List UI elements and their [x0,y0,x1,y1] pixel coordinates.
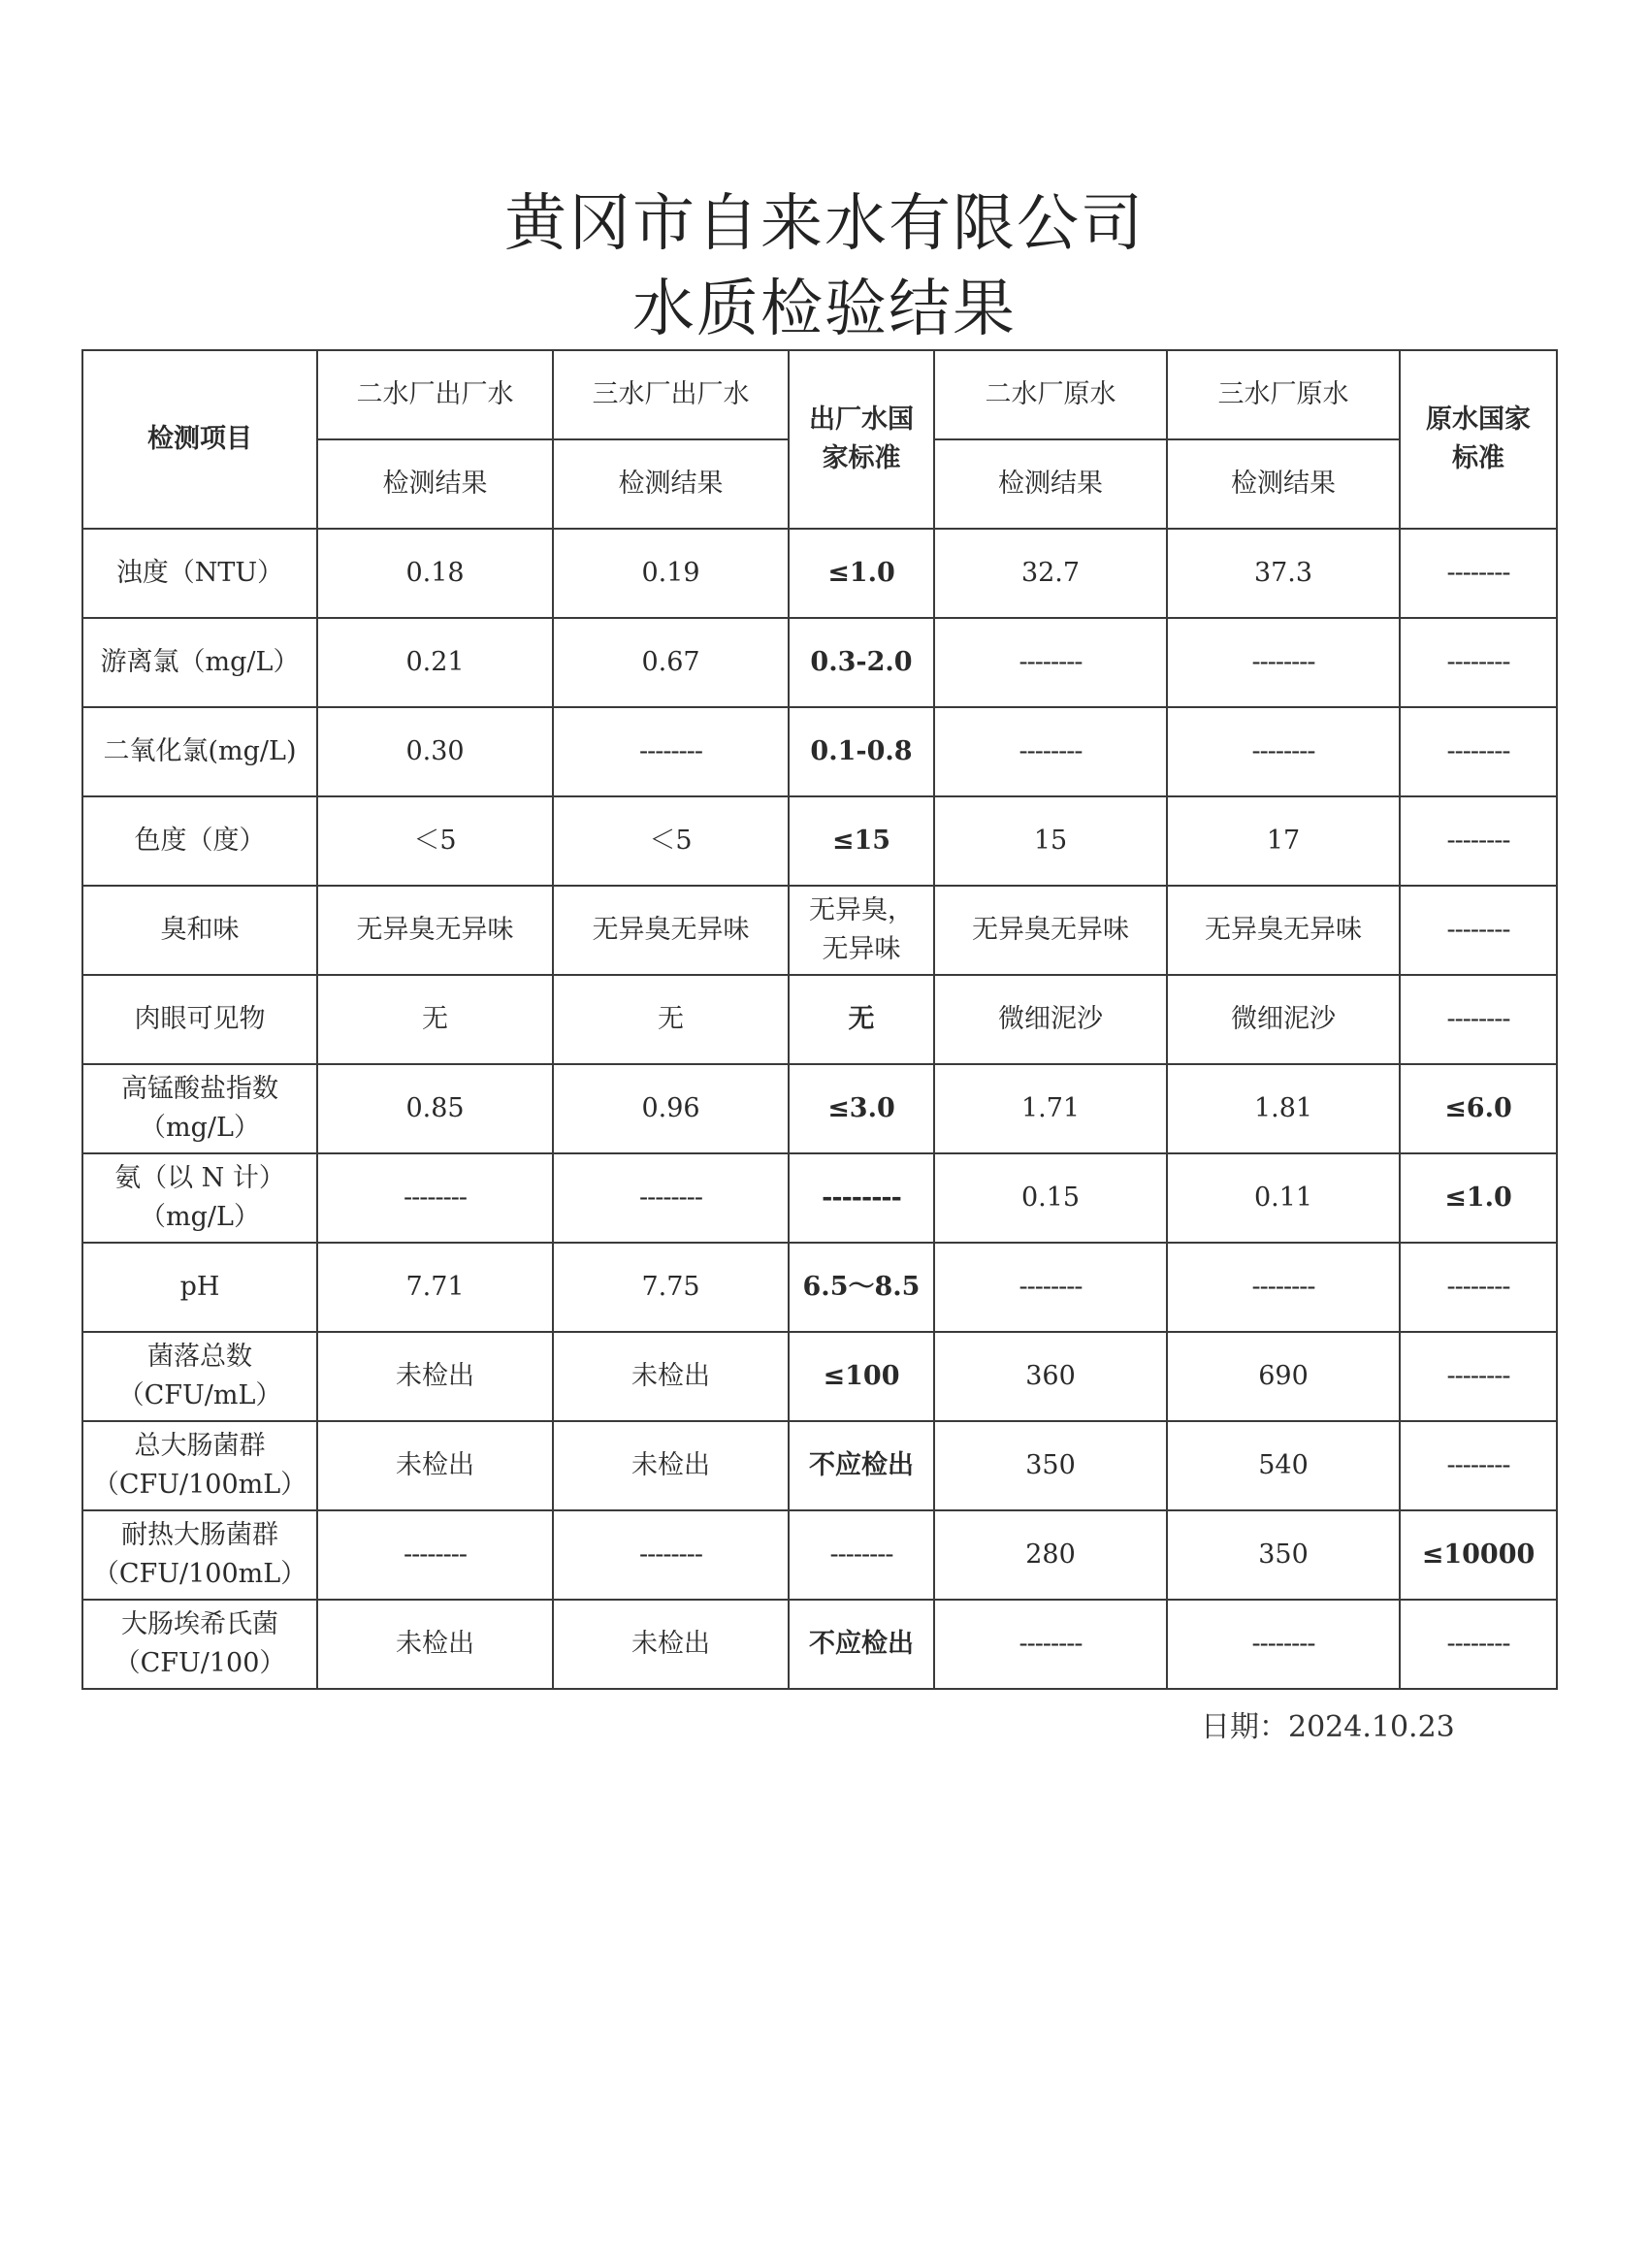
table-row [82,886,1557,975]
cell-std-raw: ≤6.0 [1400,1064,1557,1153]
row-item-line2: （mg/L） [140,1113,260,1143]
cell-plant2-out: 未检出 [317,1332,553,1421]
row-item-label [82,1510,317,1600]
header-std-out-line1: 出厂水国 [809,405,914,435]
row-item-label [82,707,317,796]
cell-std-raw: -------- [1400,618,1557,707]
table-row [82,1332,1557,1421]
report-date [1201,1702,1455,1745]
cell-std-out: -------- [789,1153,934,1243]
cell-plant3-raw: 0.11 [1167,1153,1400,1243]
table-row [82,618,1557,707]
cell-plant2-out: 0.21 [317,618,553,707]
header-col5: 三水厂原水 [1167,350,1400,439]
row-item-line1: 菌落总数 [147,1342,252,1372]
cell-std-out: 0.1-0.8 [789,707,934,796]
cell-plant2-out: 7.71 [317,1243,553,1332]
row-item-label [82,975,317,1064]
header-std-raw [1400,350,1557,529]
row-item-line1: 总大肠菌群 [134,1431,266,1461]
cell-plant2-out: 未检出 [317,1600,553,1689]
cell-plant2-out: -------- [317,1153,553,1243]
table-row [82,796,1557,886]
header-row [82,350,1557,439]
cell-plant2-raw: 微细泥沙 [934,975,1167,1064]
cell-std-out [789,886,934,975]
header-col4: 二水厂原水 [934,350,1167,439]
header-item: 检测项目 [82,350,317,529]
cell-plant3-out: 7.75 [553,1243,789,1332]
cell-std-out: 6.5～8.5 [789,1243,934,1332]
cell-std-out-line2: 无异味 [822,934,901,964]
cell-plant2-raw: 360 [934,1332,1167,1421]
row-item-line2: （CFU/mL） [117,1380,282,1410]
cell-plant3-out: 无 [553,975,789,1064]
cell-plant3-raw: -------- [1167,1243,1400,1332]
document-subtitle: 水质检验结果 [632,274,1017,345]
row-item-label [82,1600,317,1689]
row-item-line1: 耐热大肠菌群 [121,1520,278,1550]
table-row [82,1064,1557,1153]
row-item-label [82,886,317,975]
cell-plant2-raw: -------- [934,1243,1167,1332]
cell-plant3-out: 未检出 [553,1600,789,1689]
row-item-line1: 游离氯（mg/L） [100,647,300,677]
row-item-line1: 二氧化氯(mg/L) [103,736,297,766]
cell-std-raw: ≤10000 [1400,1510,1557,1600]
cell-std-out: -------- [789,1510,934,1600]
row-item-line1: 浊度（NTU） [115,558,284,588]
cell-plant3-raw: 540 [1167,1421,1400,1510]
row-item-line2: （CFU/100mL） [92,1470,307,1500]
cell-std-raw: ≤1.0 [1400,1153,1557,1243]
cell-std-raw: -------- [1400,1243,1557,1332]
header-std-raw-line1: 原水国家 [1426,405,1531,435]
header-std-raw-line2: 标准 [1452,443,1504,473]
cell-std-raw: -------- [1400,707,1557,796]
table-row [82,1600,1557,1689]
date-label: 日期： [1201,1710,1288,1744]
cell-plant2-raw: 15 [934,796,1167,886]
cell-plant3-raw: -------- [1167,1600,1400,1689]
cell-plant2-out: 无异臭无异味 [317,886,553,975]
cell-plant3-out: 0.19 [553,529,789,618]
row-item-label [82,796,317,886]
cell-plant3-out: 未检出 [553,1421,789,1510]
cell-plant3-raw: 350 [1167,1510,1400,1600]
row-item-line2: （CFU/100mL） [92,1559,307,1589]
cell-plant2-out: 0.30 [317,707,553,796]
cell-plant2-out: 未检出 [317,1421,553,1510]
subheader-col1: 检测结果 [317,439,553,529]
cell-plant3-out: 0.67 [553,618,789,707]
table-row [82,1243,1557,1332]
document-title: 黄冈市自来水有限公司 [504,188,1145,260]
cell-std-raw: -------- [1400,1421,1557,1510]
subheader-col2: 检测结果 [553,439,789,529]
row-item-label [82,1421,317,1510]
cell-plant3-out: 0.96 [553,1064,789,1153]
cell-std-raw: -------- [1400,975,1557,1064]
cell-plant3-out: -------- [553,1510,789,1600]
table-row [82,529,1557,618]
cell-plant2-raw: 32.7 [934,529,1167,618]
row-item-line1: 大肠埃希氏菌 [121,1609,278,1639]
cell-std-raw: -------- [1400,529,1557,618]
row-item-line1: 氨（以 N 计） [114,1163,285,1193]
cell-plant2-out: -------- [317,1510,553,1600]
cell-plant2-out: 0.85 [317,1064,553,1153]
cell-std-out: ≤1.0 [789,529,934,618]
cell-plant2-raw: 280 [934,1510,1167,1600]
cell-plant3-out: -------- [553,707,789,796]
cell-plant3-raw: 690 [1167,1332,1400,1421]
header-std-out-line2: 家标准 [822,443,901,473]
cell-plant2-raw: -------- [934,1600,1167,1689]
subheader-col5: 检测结果 [1167,439,1400,529]
cell-plant3-raw: 1.81 [1167,1064,1400,1153]
row-item-label [82,1332,317,1421]
cell-plant2-out: 0.18 [317,529,553,618]
table-row [82,1510,1557,1600]
cell-plant2-raw: 1.71 [934,1064,1167,1153]
row-item-label [82,529,317,618]
subheader-col4: 检测结果 [934,439,1167,529]
cell-std-out: 不应检出 [789,1600,934,1689]
cell-plant3-out: 无异臭无异味 [553,886,789,975]
cell-plant3-raw: -------- [1167,618,1400,707]
row-item-label [82,1064,317,1153]
header-col2: 三水厂出厂水 [553,350,789,439]
row-item-label [82,1153,317,1243]
cell-std-out: ≤15 [789,796,934,886]
row-item-line1: 臭和味 [160,915,240,945]
cell-plant2-raw: -------- [934,618,1167,707]
cell-std-raw: -------- [1400,1332,1557,1421]
row-item-line1: pH [179,1272,220,1302]
cell-std-out: 0.3-2.0 [789,618,934,707]
cell-std-raw: -------- [1400,796,1557,886]
row-item-line1: 色度（度） [134,826,266,856]
header-col1: 二水厂出厂水 [317,350,553,439]
cell-plant3-raw: 37.3 [1167,529,1400,618]
header-std-out [789,350,934,529]
cell-plant3-out: 未检出 [553,1332,789,1421]
cell-plant2-raw: -------- [934,707,1167,796]
cell-plant3-raw: 17 [1167,796,1400,886]
cell-std-out: ≤100 [789,1332,934,1421]
cell-plant2-out: 无 [317,975,553,1064]
row-item-label [82,618,317,707]
cell-std-out: 不应检出 [789,1421,934,1510]
row-item-line2: （CFU/100） [113,1648,286,1678]
table-row [82,1421,1557,1510]
cell-plant2-raw: 0.15 [934,1153,1167,1243]
row-item-label [82,1243,317,1332]
cell-plant2-raw: 无异臭无异味 [934,886,1167,975]
cell-std-out-line1: 无异臭， [809,895,914,925]
cell-plant3-out: ＜5 [553,796,789,886]
cell-plant3-raw: -------- [1167,707,1400,796]
water-quality-table [81,349,1558,1690]
row-item-line1: 高锰酸盐指数 [121,1074,278,1104]
cell-plant3-raw: 微细泥沙 [1167,975,1400,1064]
cell-std-out: 无 [789,975,934,1064]
cell-plant3-out: -------- [553,1153,789,1243]
table-row [82,707,1557,796]
date-value: 2024.10.23 [1288,1710,1455,1744]
row-item-line2: （mg/L） [140,1202,260,1232]
table-row [82,1153,1557,1243]
cell-std-raw: -------- [1400,886,1557,975]
cell-plant2-out: ＜5 [317,796,553,886]
row-item-line1: 肉眼可见物 [134,1004,266,1034]
table-row [82,975,1557,1064]
cell-std-raw: -------- [1400,1600,1557,1689]
cell-std-out: ≤3.0 [789,1064,934,1153]
cell-plant2-raw: 350 [934,1421,1167,1510]
cell-plant3-raw: 无异臭无异味 [1167,886,1400,975]
